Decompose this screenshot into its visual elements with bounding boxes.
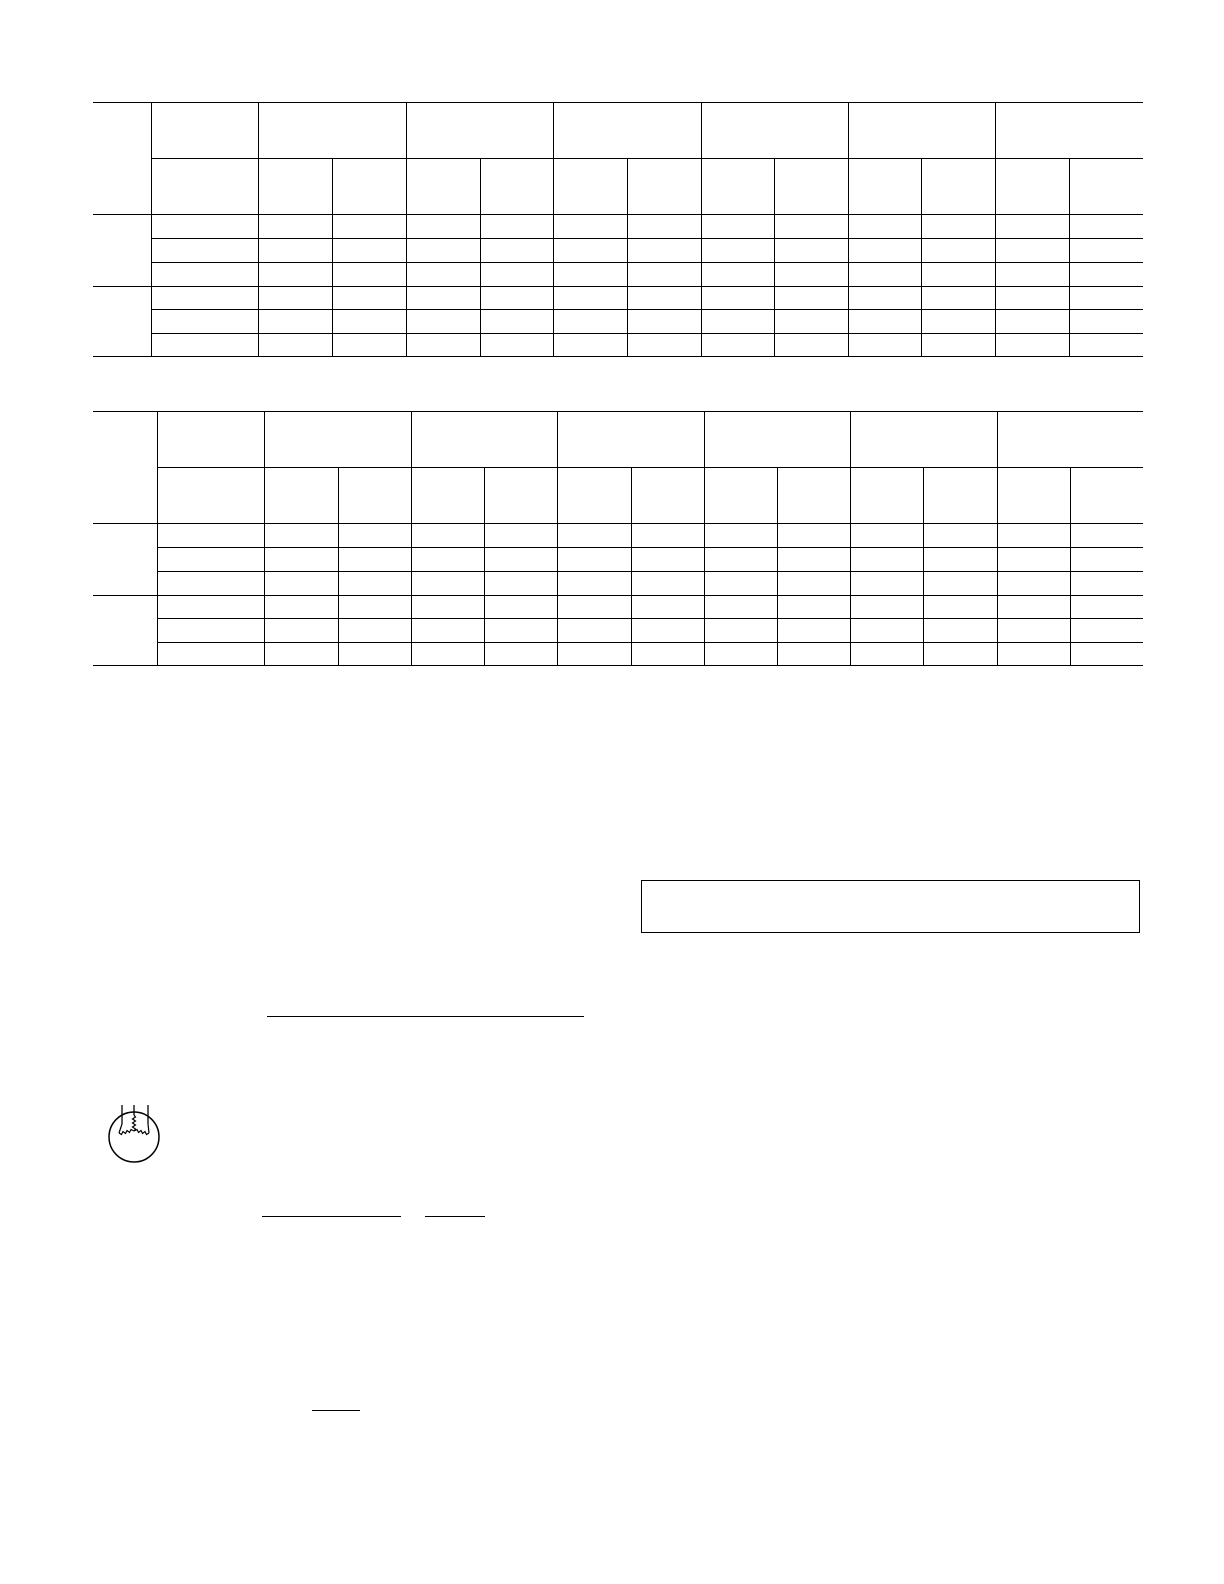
table1-cell-r7-c10	[848, 334, 921, 357]
table2-cell-r6-c12	[997, 619, 1070, 643]
table2-cell-r5-c8	[704, 596, 777, 619]
table2-cell-r2-c3	[338, 524, 411, 548]
table1-cell-r4-c13	[1069, 263, 1143, 287]
table2-cell-r4-c8	[704, 572, 777, 596]
table2-cell-r2-c12	[997, 524, 1070, 548]
blank-line-2	[262, 1216, 401, 1217]
table2-cell-r4-c10	[850, 572, 923, 596]
table1-cell-r3-c5	[480, 239, 553, 263]
table2-cell-r1-c10	[850, 468, 923, 524]
blank-line-1	[267, 1016, 584, 1017]
table1-cell-r6-c10	[848, 310, 921, 334]
table1-cell-r1-c3	[332, 159, 406, 215]
table1-cell-r3-c10	[848, 239, 921, 263]
table1-cell-r2-c7	[627, 215, 701, 239]
table1-cell-r6-c12	[995, 310, 1069, 334]
table-row	[93, 159, 1143, 215]
table1-cell-r1-c10	[848, 159, 921, 215]
table2-cell-r5-c4	[411, 596, 484, 619]
table2-cell-r7-c9	[777, 643, 850, 666]
table1-cell-r6-c11	[921, 310, 995, 334]
table2-cell-r2-c2	[264, 524, 338, 548]
table-row	[93, 596, 1143, 619]
table2-cell-r7-c1	[157, 643, 264, 666]
table1-cell-r3-c11	[921, 239, 995, 263]
table2-cell-r6-c8	[704, 619, 777, 643]
table1-cell-r6-c1	[151, 310, 258, 334]
table2-cell-r7-c10	[850, 643, 923, 666]
table2-cell-r5-c9	[777, 596, 850, 619]
table2-cell-r3-c12	[997, 548, 1070, 572]
table-row	[93, 334, 1143, 357]
table1-cell-r4-c3	[332, 263, 406, 287]
table2-cell-r1-c3	[338, 468, 411, 524]
table2-cell-r1-c6	[557, 468, 631, 524]
table2-cell-r7-c11	[923, 643, 997, 666]
table2-cell-r4-c6	[557, 572, 631, 596]
table2-cell-r7-c12	[997, 643, 1070, 666]
table2-cell-r6-c1	[157, 619, 264, 643]
table1-cell-r5-c6	[553, 287, 627, 310]
table1-cell-r1-c8	[701, 159, 774, 215]
table2-cell-r5-c10	[850, 596, 923, 619]
table2-cell-r7-c2	[264, 643, 338, 666]
table-row	[93, 468, 1143, 524]
table2-cell-r2-c11	[923, 524, 997, 548]
table1-cell-r2-c1	[151, 215, 258, 239]
table1-cell-r7-c7	[627, 334, 701, 357]
table2-cell-r4-c7	[631, 572, 704, 596]
table1-cell-r7-c13	[1069, 334, 1143, 357]
table2-cell-r5-c7	[631, 596, 704, 619]
table-row	[93, 572, 1143, 596]
table1-cell-r6-c5	[480, 310, 553, 334]
table2-cell-r6-c7	[631, 619, 704, 643]
table1-cell-r2-c10	[848, 215, 921, 239]
table-row	[93, 103, 1143, 159]
table2-cell-r1-c13	[1070, 468, 1143, 524]
table2-cell-r2-c13	[1070, 524, 1143, 548]
table2-cell-r2-c10	[850, 524, 923, 548]
table1-cell-r4-c4	[406, 263, 480, 287]
table1-cell-r3-c4	[406, 239, 480, 263]
table2-cell-r3-c7	[631, 548, 704, 572]
table1-cell-r0-c2	[258, 103, 406, 159]
table2-cell-r1-c5	[484, 468, 557, 524]
table2-cell-r1-c4	[411, 468, 484, 524]
table2-cell-r0-c8	[704, 412, 850, 468]
table-row	[93, 412, 1143, 468]
table-row	[93, 524, 1143, 548]
table1-cell-r2-c5	[480, 215, 553, 239]
table2-cell-r2-c4	[411, 524, 484, 548]
table1-cell-r5-c9	[774, 287, 848, 310]
table1-cell-r6-c9	[774, 310, 848, 334]
table2-cell-r3-c9	[777, 548, 850, 572]
table2-cell-r6-c5	[484, 619, 557, 643]
note-box	[641, 880, 1140, 933]
table1-cell-r7-c3	[332, 334, 406, 357]
table1-cell-r2-c3	[332, 215, 406, 239]
table2-cell-r0-c6	[557, 412, 704, 468]
table2-cell-r1-c2	[264, 468, 338, 524]
table2-cell-r6-c10	[850, 619, 923, 643]
table2-cell-r4-c11	[923, 572, 997, 596]
table2-cell-r4-c1	[157, 572, 264, 596]
table2-cell-r6-c13	[1070, 619, 1143, 643]
table2-cell-r3-c11	[923, 548, 997, 572]
table1-cell-r7-c12	[995, 334, 1069, 357]
table1-cell-r0-c4	[406, 103, 553, 159]
table2-cell-r7-c3	[338, 643, 411, 666]
table2-cell-r4-c13	[1070, 572, 1143, 596]
table1-cell-r5-c13	[1069, 287, 1143, 310]
table-row	[93, 263, 1143, 287]
table1-cell-r1-c11	[921, 159, 995, 215]
table1-cell-r4-c9	[774, 263, 848, 287]
table1-cell-r7-c5	[480, 334, 553, 357]
table1-cell-r6-c8	[701, 310, 774, 334]
table2-cell-r0-c12	[997, 412, 1143, 468]
table1-cell-r2-c11	[921, 215, 995, 239]
table2-cell-r3-c5	[484, 548, 557, 572]
table1-cell-r3-c3	[332, 239, 406, 263]
table2-cell-r3-c10	[850, 548, 923, 572]
table2-cell-r0-c1	[157, 412, 264, 468]
table2-cell-r1-c1	[157, 468, 264, 524]
table1-cell-r6-c13	[1069, 310, 1143, 334]
table2-cell-r3-c4	[411, 548, 484, 572]
table1-cell-r4-c6	[553, 263, 627, 287]
table1-cell-r5-c0	[93, 287, 151, 357]
table2-cell-r5-c12	[997, 596, 1070, 619]
table2-cell-r2-c7	[631, 524, 704, 548]
table2-cell-r0-c4	[411, 412, 557, 468]
table1-cell-r4-c11	[921, 263, 995, 287]
table2-cell-r6-c11	[923, 619, 997, 643]
table2-cell-r3-c13	[1070, 548, 1143, 572]
table2-cell-r3-c6	[557, 548, 631, 572]
table1-cell-r1-c5	[480, 159, 553, 215]
table2-cell-r7-c8	[704, 643, 777, 666]
table2-cell-r2-c6	[557, 524, 631, 548]
table-row	[93, 643, 1143, 666]
table2-cell-r4-c3	[338, 572, 411, 596]
table1-cell-r0-c1	[151, 103, 258, 159]
table1-cell-r7-c4	[406, 334, 480, 357]
table1-cell-r3-c6	[553, 239, 627, 263]
table1-cell-r5-c8	[701, 287, 774, 310]
table1-cell-r4-c7	[627, 263, 701, 287]
table1-cell-r0-c12	[995, 103, 1143, 159]
table1-cell-r5-c11	[921, 287, 995, 310]
table1-cell-r3-c9	[774, 239, 848, 263]
table1-cell-r3-c8	[701, 239, 774, 263]
table1-cell-r2-c4	[406, 215, 480, 239]
table2-cell-r2-c0	[93, 524, 157, 596]
table1-cell-r0-c6	[553, 103, 701, 159]
table-row	[93, 548, 1143, 572]
table1-cell-r5-c1	[151, 287, 258, 310]
table1-cell-r1-c12	[995, 159, 1069, 215]
table2-cell-r2-c1	[157, 524, 264, 548]
table2-cell-r5-c2	[264, 596, 338, 619]
table2-cell-r7-c7	[631, 643, 704, 666]
table2-cell-r4-c4	[411, 572, 484, 596]
table2-cell-r5-c0	[93, 596, 157, 666]
table1-cell-r7-c9	[774, 334, 848, 357]
table2-cell-r7-c13	[1070, 643, 1143, 666]
table2-cell-r1-c11	[923, 468, 997, 524]
table2-cell-r3-c1	[157, 548, 264, 572]
table1-cell-r6-c3	[332, 310, 406, 334]
table1-cell-r1-c9	[774, 159, 848, 215]
table1-cell-r3-c2	[258, 239, 332, 263]
table2-cell-r6-c4	[411, 619, 484, 643]
table-row	[93, 310, 1143, 334]
table2-cell-r6-c3	[338, 619, 411, 643]
table1-cell-r3-c7	[627, 239, 701, 263]
table2-cell-r2-c5	[484, 524, 557, 548]
table1-cell-r4-c2	[258, 263, 332, 287]
table2-cell-r5-c6	[557, 596, 631, 619]
table1-cell-r0-c0	[93, 103, 151, 215]
table1-cell-r2-c9	[774, 215, 848, 239]
table1-cell-r4-c8	[701, 263, 774, 287]
table1-cell-r3-c12	[995, 239, 1069, 263]
table1-cell-r7-c1	[151, 334, 258, 357]
table2-cell-r5-c5	[484, 596, 557, 619]
table1-cell-r2-c0	[93, 215, 151, 287]
table1-cell-r2-c6	[553, 215, 627, 239]
table1-cell-r1-c13	[1069, 159, 1143, 215]
table1-cell-r4-c1	[151, 263, 258, 287]
table1-cell-r5-c4	[406, 287, 480, 310]
table2-cell-r5-c3	[338, 596, 411, 619]
table1-cell-r7-c2	[258, 334, 332, 357]
table1-cell-r0-c8	[701, 103, 848, 159]
spec-table-2	[93, 411, 1143, 666]
table2-cell-r4-c9	[777, 572, 850, 596]
table2-cell-r3-c2	[264, 548, 338, 572]
table2-cell-r6-c2	[264, 619, 338, 643]
table2-cell-r0-c10	[850, 412, 997, 468]
table1-cell-r2-c2	[258, 215, 332, 239]
table1-cell-r7-c6	[553, 334, 627, 357]
table1-cell-r1-c2	[258, 159, 332, 215]
table2-cell-r7-c5	[484, 643, 557, 666]
table2-cell-r7-c4	[411, 643, 484, 666]
table2-cell-r3-c8	[704, 548, 777, 572]
table1-cell-r5-c5	[480, 287, 553, 310]
blank-line-4	[312, 1410, 360, 1411]
table2-cell-r1-c9	[777, 468, 850, 524]
blank-line-3	[425, 1216, 485, 1217]
table-row	[93, 619, 1143, 643]
three-phase-motor-icon	[104, 1102, 166, 1168]
table1-cell-r4-c10	[848, 263, 921, 287]
table2-cell-r6-c6	[557, 619, 631, 643]
table2-cell-r6-c9	[777, 619, 850, 643]
table1-cell-r5-c12	[995, 287, 1069, 310]
table1-cell-r5-c10	[848, 287, 921, 310]
table1-cell-r2-c13	[1069, 215, 1143, 239]
table2-cell-r1-c8	[704, 468, 777, 524]
table2-cell-r2-c8	[704, 524, 777, 548]
table1-cell-r0-c10	[848, 103, 995, 159]
table1-cell-r2-c8	[701, 215, 774, 239]
table1-cell-r1-c7	[627, 159, 701, 215]
table1-cell-r5-c2	[258, 287, 332, 310]
table1-cell-r1-c1	[151, 159, 258, 215]
table1-cell-r5-c3	[332, 287, 406, 310]
table2-cell-r5-c11	[923, 596, 997, 619]
table-row	[93, 239, 1143, 263]
table1-cell-r4-c12	[995, 263, 1069, 287]
table1-cell-r7-c8	[701, 334, 774, 357]
table2-cell-r1-c7	[631, 468, 704, 524]
table2-cell-r5-c1	[157, 596, 264, 619]
table2-cell-r1-c12	[997, 468, 1070, 524]
table2-cell-r2-c9	[777, 524, 850, 548]
table1-cell-r4-c5	[480, 263, 553, 287]
table-row	[93, 215, 1143, 239]
table1-cell-r5-c7	[627, 287, 701, 310]
table2-cell-r7-c6	[557, 643, 631, 666]
table1-cell-r1-c6	[553, 159, 627, 215]
table2-cell-r4-c12	[997, 572, 1070, 596]
table1-cell-r7-c11	[921, 334, 995, 357]
table2-cell-r4-c5	[484, 572, 557, 596]
table-row	[93, 287, 1143, 310]
table2-cell-r3-c3	[338, 548, 411, 572]
table2-cell-r0-c0	[93, 412, 157, 524]
table2-cell-r0-c2	[264, 412, 411, 468]
table1-cell-r6-c7	[627, 310, 701, 334]
table1-cell-r1-c4	[406, 159, 480, 215]
table1-cell-r2-c12	[995, 215, 1069, 239]
spec-table-1	[93, 102, 1143, 357]
table1-cell-r3-c13	[1069, 239, 1143, 263]
table2-cell-r5-c13	[1070, 596, 1143, 619]
table1-cell-r3-c1	[151, 239, 258, 263]
table1-cell-r6-c6	[553, 310, 627, 334]
table1-cell-r6-c4	[406, 310, 480, 334]
table1-cell-r6-c2	[258, 310, 332, 334]
table2-cell-r4-c2	[264, 572, 338, 596]
